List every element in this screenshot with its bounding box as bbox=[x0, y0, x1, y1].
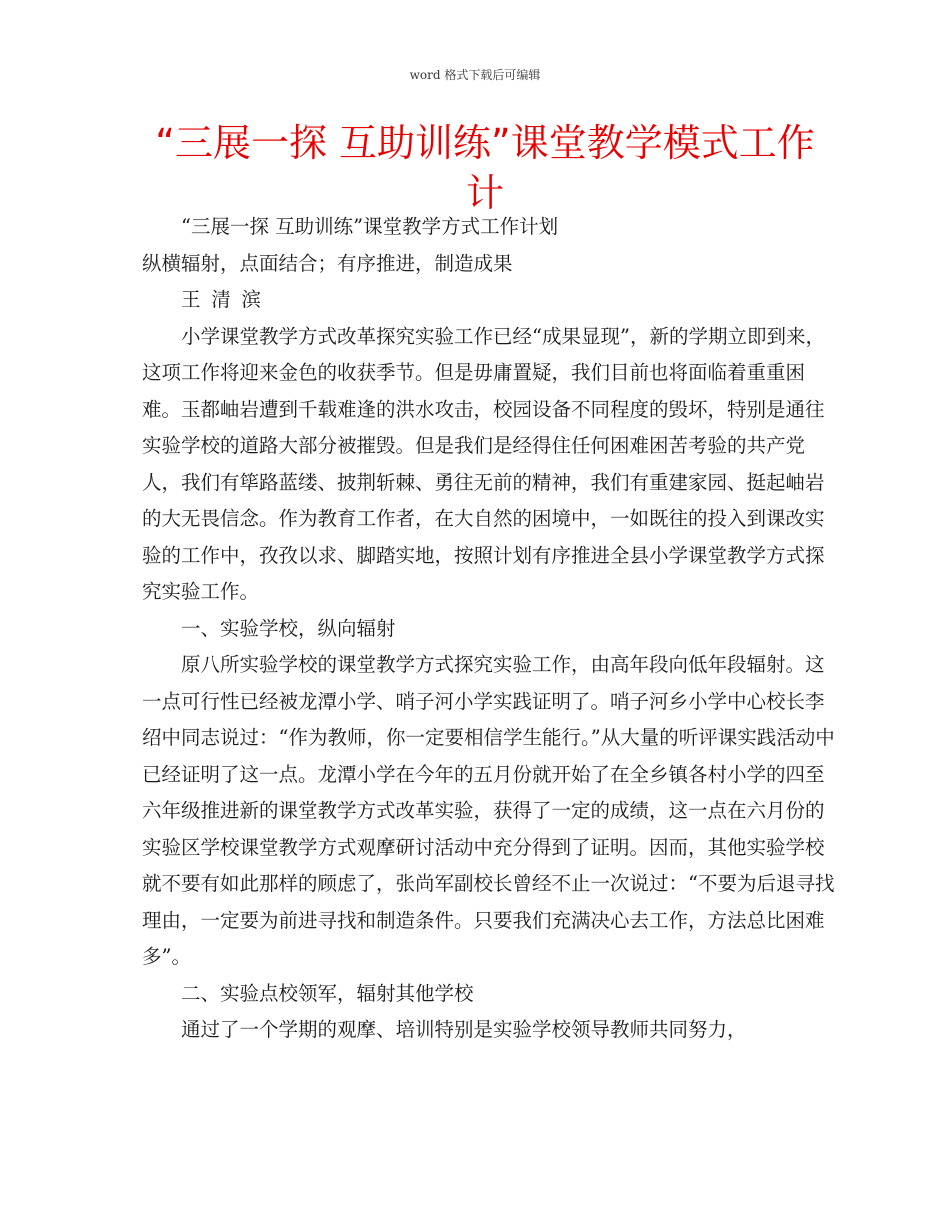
paragraph-section-2: 通过了一个学期的观摩、培训特别是实验学校领导教师共同努力， bbox=[181, 1018, 747, 1041]
subtitle: “三展一探 互助训练”课堂教学方式工作计划 bbox=[181, 215, 559, 238]
section-heading-1: 一、实验学校，纵向辐射 bbox=[181, 616, 396, 640]
section-heading-2: 二、实验点校领军，辐射其他学校 bbox=[181, 981, 474, 1005]
paragraph-intro: 小学课堂教学方式改革探究实验工作已经“成果显现”，新的学期立即到来，这项工作将迎来金色的收获季节。但是毋庸置疑，我们目前也将面临着重重困难。玉都岫岩遭到千载难逢的洪水攻击，校园设备不同程度的毁坏，特别是通往实验学校的道路大部分被摧毁。但是我们是经得住任何困难困苦考验的共产党人，我们有筚路蓝缕、披荆斩棘、勇往无前的精神，我们有重建家园、挺起岫岩的大无畏信念。作为教育工作者，在大自然的困境中，一如既往的投入到课改实验的工作中，孜孜以求、脚踏实地，按照计划有序推进全县小学课堂教学方式探究实验工作。 bbox=[142, 324, 825, 603]
download-note: word 格式下载后可编辑 bbox=[409, 68, 541, 82]
paragraph-section-1: 原八所实验学校的课堂教学方式探究实验工作，由高年段向低年段辐射。这一点可行性已经被龙潭小学、哨子河小学实践证明了。哨子河乡小学中心校长李绍中同志说过：“作为教师，你一定要相信学生能行。”从大量的听评课实践活动中已经证明了这一点。龙潭小学在今年的五月份就开始了在全乡镇各村小学的四至六年级推进新的课堂教学方式改革实验，获得了一定的成绩，这一点在六月份的实验区学校课堂教学方式观摩研讨活动中充分得到了证明。因而，其他实验学校就不要有如此那样的顾虑了，张尚军副校长曾经不止一次说过：“不要为后退寻找理由，一定要为前进寻找和制造条件。只要我们充满决心去工作，方法总比困难多”。 bbox=[142, 653, 835, 968]
document-body bbox=[142, 209, 842, 1049]
author: 王清滨 bbox=[181, 288, 272, 311]
document-title: “三展一探 互助训练”课堂教学模式工作计 bbox=[155, 121, 815, 215]
tagline: 纵横辐射，点面结合；有序推进，制造成果 bbox=[142, 251, 513, 275]
